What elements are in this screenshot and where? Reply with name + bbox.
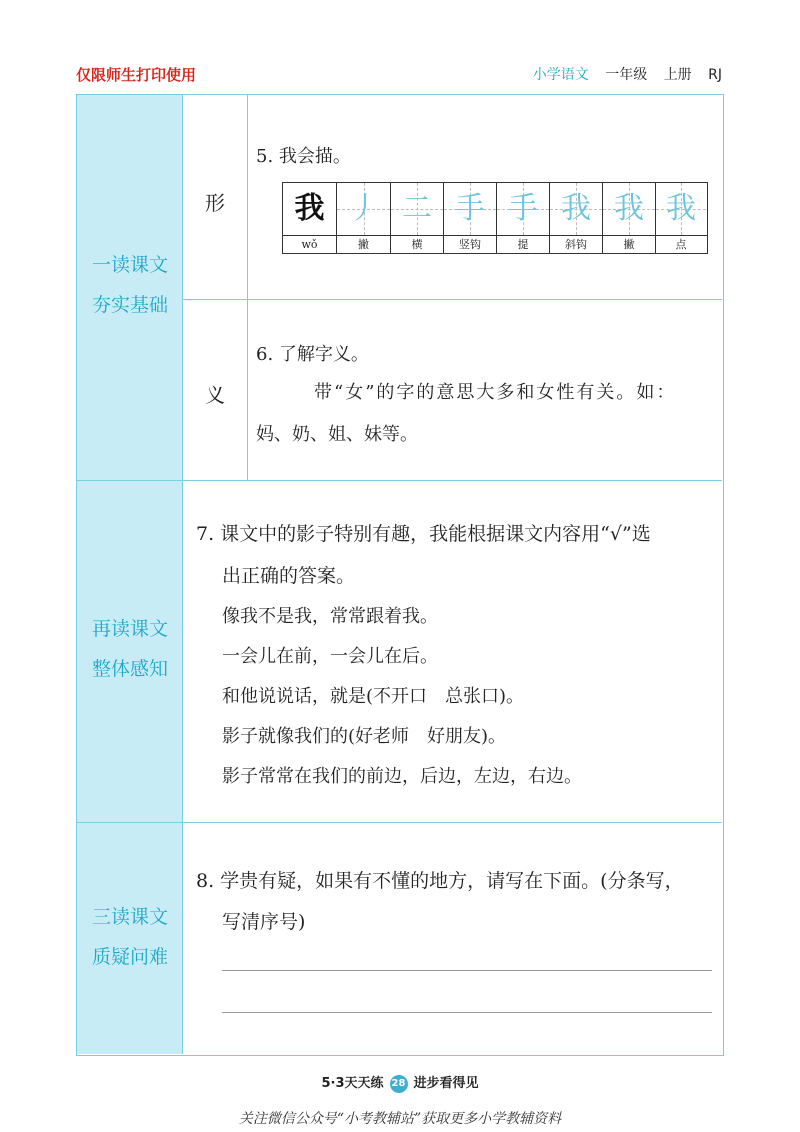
divider-section-3 <box>77 822 722 823</box>
stroke-order-grid <box>282 182 708 254</box>
label-column-divider <box>247 95 248 481</box>
question-8-line1: 8. 学贵有疑，如果有不懂的地方，请写在下面。(分条写， <box>196 870 684 892</box>
stroke-name-7: 点 <box>675 238 687 251</box>
stroke-step-5: 我 <box>550 183 603 235</box>
slogan: 进步看得见 <box>413 1076 479 1091</box>
divider-xing-yi <box>183 299 722 300</box>
label-yi: 义 <box>205 383 225 407</box>
choice-line-1[interactable]: 和他说说话，就是(不开口 总张口)。 <box>222 686 525 707</box>
choice-line-3[interactable]: 影子常常在我们的前边，后边，左边，右边。 <box>222 766 582 787</box>
book-info <box>533 64 722 84</box>
watermark-text: 关注微信公众号“小考教辅站”获取更多小学教辅资料 <box>238 1111 562 1127</box>
yi-explanation-line1: 带“女”的字的意思大多和女性有关。如： <box>314 382 677 403</box>
stroke-name-1: 撇 <box>337 236 391 254</box>
label-xing: 形 <box>205 191 225 215</box>
volume: 上册 <box>663 67 692 83</box>
question-5: 5. 我会描。 <box>256 146 351 167</box>
section-3-title: 三读课文 质疑问难 <box>91 906 168 968</box>
stroke-name-4: 提 <box>497 236 550 254</box>
poem-line-1: 像我不是我，常常跟着我。 <box>222 606 438 627</box>
stroke-step-6: 我 <box>603 183 656 235</box>
stroke-name-0: wǒ <box>283 236 337 254</box>
page-number: 28 <box>390 1075 408 1093</box>
grade: 一年级 <box>605 67 648 83</box>
stroke-step-7: 我 <box>656 183 706 235</box>
choice-line-2[interactable]: 影子就像我们的(好老师 好朋友)。 <box>222 726 507 747</box>
print-notice: 仅限师生打印使用 <box>76 66 197 84</box>
model-character: 我 <box>283 183 337 235</box>
divider-section-2 <box>77 480 722 481</box>
brand-name: 5·3天天练 <box>321 1076 384 1091</box>
answer-line-2[interactable] <box>222 1012 712 1013</box>
stroke-step-4: 手 <box>497 183 550 235</box>
stroke-name-6: 撇 <box>603 236 656 254</box>
stroke-name-5: 斜钩 <box>550 236 603 254</box>
question-7-line1: 7. 课文中的影子特别有趣，我能根据课文内容用“√”选 <box>196 523 651 545</box>
stroke-name-3: 竖钩 <box>444 236 497 254</box>
stroke-step-1: 丿 <box>337 183 391 235</box>
subject: 小学语文 <box>532 67 589 83</box>
stroke-step-2: 二 <box>391 183 444 235</box>
page-footer <box>0 1072 800 1093</box>
section-1-title: 一读课文 夯实基础 <box>91 254 168 316</box>
question-8-line2: 写清序号) <box>222 911 306 933</box>
poem-line-2: 一会儿在前，一会儿在后。 <box>222 646 438 667</box>
section-2-title: 再读课文 整体感知 <box>91 618 168 680</box>
question-7-line2: 出正确的答案。 <box>222 565 356 587</box>
stroke-step-3: 手 <box>444 183 497 235</box>
stroke-name-2: 横 <box>391 236 444 254</box>
yi-explanation-line2: 妈、奶、姐、妹等。 <box>256 424 418 445</box>
answer-line-1[interactable] <box>222 970 712 971</box>
edition: RJ <box>708 67 722 83</box>
question-6: 6. 了解字义。 <box>256 344 369 365</box>
stroke-names-row <box>283 235 707 254</box>
